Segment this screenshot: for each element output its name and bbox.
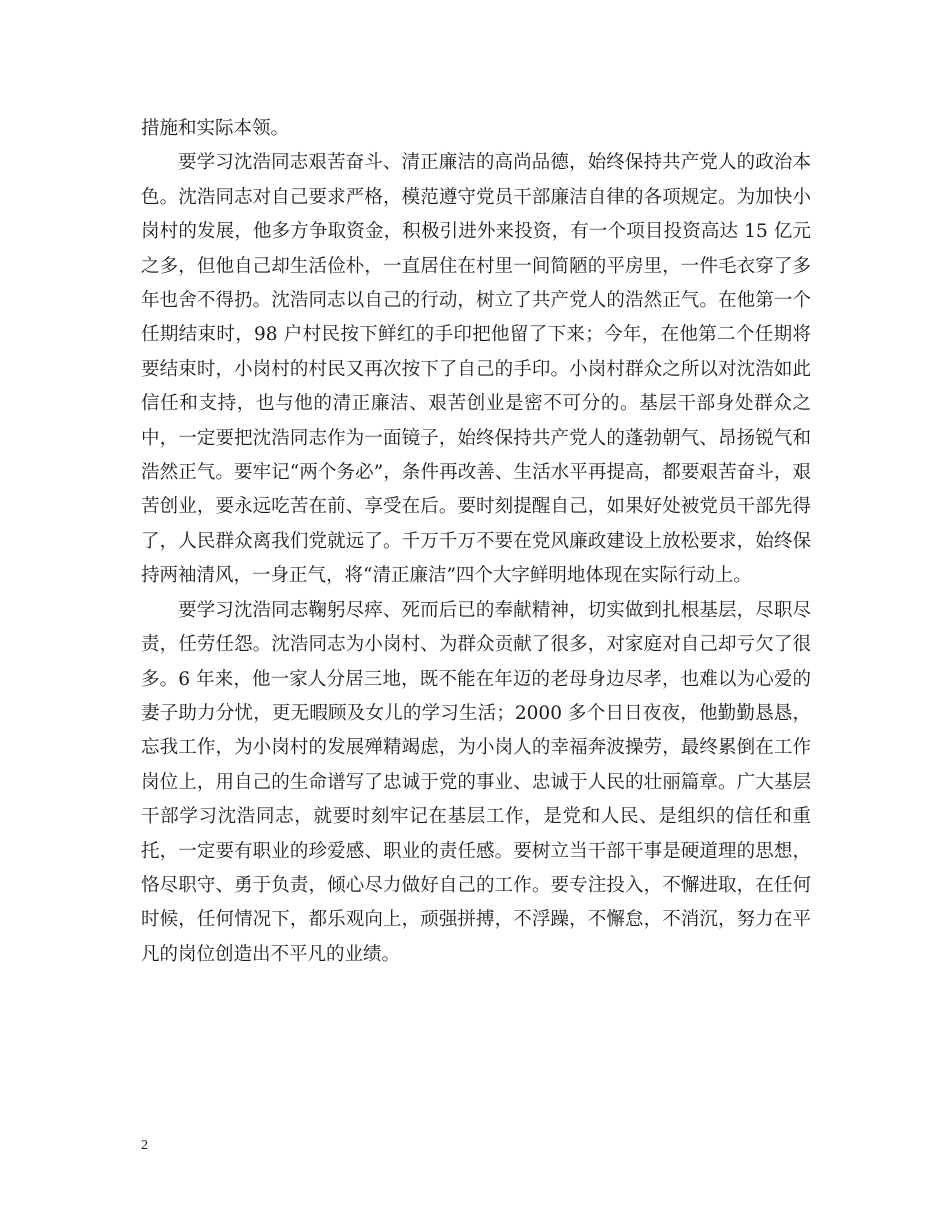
document-body [141,112,811,972]
paragraph-1: 措施和实际本领。 [141,118,290,139]
page-number: 2 [141,1138,148,1153]
paragraph-2: 要学习沈浩同志艰苦奋斗、清正廉洁的高尚品德，始终保持共产党人的政治本色。沈浩同志对自己要求严格，模范遵守党员干部廉洁自律的各项规定。为加快小岗村的发展，他多方争取资金，积极引进外来投资，有一个项目投资高达 15 亿元之多，但他自己却生活俭朴，一直居住在村里一间简陋的平房里，一件毛衣穿了多年也舍不得扔。沈浩同志以自己的行动，树立了共产党人的浩然正气。在他第一个任期结束时，98 户村民按下鲜红的手印把他留了下来；今年，在他第二个任期将要结束时，小岗村的村民又再次按下了自己的手印。小岗村群众之所以对沈浩如此信任和支持，也与他的清正廉洁、艰苦创业是密不可分的。基层干部身处群众之中，一定要把沈浩同志作为一面镜子，始终保持共产党人的蓬勃朝气、昂扬锐气和浩然正气。要牢记“两个务必”，条件再改善、生活水平再提高，都要艰苦奋斗，艰苦创业，要永远吃苦在前、享受在后。要时刻提醒自己，如果好处被党员干部先得了，人民群众离我们党就远了。千万千万不要在党风廉政建设上放松要求，始终保持两袖清风，一身正气，将“清正廉洁”四个大字鲜明地体现在实际行动上。 [141,152,811,587]
paragraph-3: 要学习沈浩同志鞠躬尽瘁、死而后已的奉献精神，切实做到扎根基层，尽职尽责，任劳任怨。沈浩同志为小岗村、为群众贡献了很多，对家庭对自己却亏欠了很多。6 年来，他一家人分居三地，既不能在年迈的老母身边尽孝，也难以为心爱的妻子助力分忧，更无暇顾及女儿的学习生活；2000 多个日日夜夜，他勤勤恳恳，忘我工作，为小岗村的发展殚精竭虑，为小岗人的幸福奔波操劳，最终累倒在工作岗位上，用自己的生命谱写了忠诚于党的事业、忠诚于人民的壮丽篇章。广大基层干部学习沈浩同志，就要时刻牢记在基层工作，是党和人民、是组织的信任和重托，一定要有职业的珍爱感、职业的责任感。要树立当干部干事是硬道理的思想，恪尽职守、勇于负责，倾心尽力做好自己的工作。要专注投入，不懈进取，在任何时候，任何情况下，都乐观向上，顽强拼搏，不浮躁，不懈怠，不消沉，努力在平凡的岗位创造出不平凡的业绩。 [141,599,811,965]
